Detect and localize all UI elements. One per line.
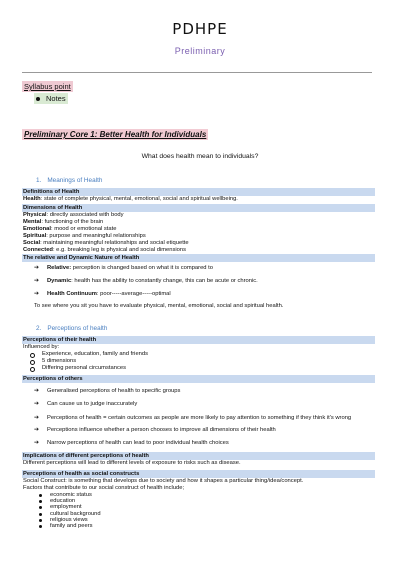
point-item <box>22 265 375 272</box>
header-divider <box>22 72 372 73</box>
implications-heading: Implications of different perceptions of health <box>22 452 375 460</box>
bullet-icon <box>39 519 42 522</box>
definition: : directly associated with body <box>46 212 124 218</box>
term: Health Continuum <box>47 291 97 297</box>
arrow-icon: ➔ <box>34 415 39 421</box>
social-constructs-heading: Perceptions of health as social constructs <box>22 470 375 478</box>
perceptions-own-heading: Perceptions of their health <box>22 336 375 344</box>
point-item <box>22 291 375 298</box>
definition: : functioning of the brain <box>41 219 104 225</box>
circle-bullet-icon <box>30 367 35 372</box>
arrow-icon: ➔ <box>34 278 39 284</box>
list-item-text: family and peers <box>50 523 93 530</box>
list-item <box>22 523 375 529</box>
point-text: Perceptions influence whether a person chooses to improve all dimensions of their health <box>47 427 276 433</box>
key-question: What does health mean to individuals? <box>141 153 259 160</box>
list-item-text: education <box>50 498 76 505</box>
implications-text: Different perceptions will lead to different levels of exposure to risks such as disease. <box>23 460 241 466</box>
list-item-text: employment <box>50 504 82 511</box>
section-title: Perceptions of health <box>47 325 108 332</box>
relative-dynamic-heading: The relative and Dynamic Nature of Health <box>22 254 375 262</box>
page-title: PDHPE <box>172 20 228 38</box>
arrow-icon: ➔ <box>34 401 39 407</box>
dimension-item <box>22 240 375 247</box>
definition: : purpose and meaningful relationships <box>46 233 146 239</box>
bullet-icon <box>39 525 42 528</box>
section-heading <box>36 325 375 332</box>
social-construct-definition: Social Construct: is something that develops due to society and how it shapes a particular thing/idea/concept. <box>23 478 304 484</box>
arrow-icon: ➔ <box>34 265 39 271</box>
list-item-text: 5 dimensions <box>42 358 77 364</box>
dimension-item <box>22 247 375 254</box>
point-text: Generalised perceptions of health to specific groups <box>47 388 181 394</box>
bullet-icon <box>39 500 42 503</box>
dimension-item <box>22 233 375 240</box>
arrow-icon: ➔ <box>34 440 39 446</box>
point-item <box>22 414 375 422</box>
arrow-icon: ➔ <box>34 388 39 394</box>
dimension-item <box>22 219 375 226</box>
bullet-icon <box>39 513 42 516</box>
influenced-label: Influenced by: <box>23 344 60 350</box>
point-item <box>22 440 375 447</box>
dimension-item <box>22 212 375 219</box>
definitions-heading: Definitions of Health <box>22 188 375 196</box>
point-text: Perceptions of health = certain outcomes as people are more likely to pay attention to something if they think it's wrong <box>47 415 352 421</box>
point-text: Narrow perceptions of health can lead to poor individual health choices <box>47 440 229 446</box>
legend-syllabus-point: Syllabus point <box>24 82 71 91</box>
factors-intro: Factors that contribute to our social construct of health include; <box>23 485 185 491</box>
point-item <box>22 401 375 408</box>
section-number: 2. <box>36 325 42 332</box>
arrow-icon: ➔ <box>34 291 39 297</box>
dimension-item <box>22 226 375 233</box>
definition: : health has the ability to constantly change, this can be acute or chronic. <box>71 278 258 284</box>
definition: perception is changed based on what it is compared to <box>71 265 213 271</box>
definition: : poor-----average-----optimal <box>96 291 171 297</box>
bullet-icon <box>39 494 42 497</box>
point-item <box>22 388 375 395</box>
evaluation-note: To see where you sit you have to evaluate physical, mental, emotional, social and spiritual health. <box>34 303 284 309</box>
arrow-icon: ➔ <box>34 427 39 433</box>
list-item-text: cultural background <box>50 510 101 517</box>
list-item-text: economic status <box>50 492 92 498</box>
list-item <box>22 365 375 372</box>
term: Relative: <box>47 265 72 271</box>
section-title: Meanings of Health <box>47 177 103 184</box>
term: Health <box>23 196 41 202</box>
section-meanings-of-health <box>22 177 375 310</box>
term: Spiritual <box>23 233 47 239</box>
section-number: 1. <box>36 177 42 184</box>
term: Connected <box>23 247 53 253</box>
point-item <box>22 427 375 434</box>
term: Dynamic <box>47 278 72 284</box>
section-heading <box>36 177 375 184</box>
point-text: Can cause us to judge inaccurately <box>47 401 138 407</box>
page-subtitle: Preliminary <box>174 46 226 56</box>
definition: : mood or emotional state <box>51 226 117 232</box>
health-definition <box>22 196 375 203</box>
core-heading: Preliminary Core 1: Better Health for Individuals <box>24 130 207 139</box>
section-perceptions-of-health <box>22 325 375 529</box>
bullet-icon <box>36 97 40 101</box>
definition: : e.g. breaking leg is physical and social dimensions <box>52 247 187 253</box>
legend-notes <box>34 93 68 104</box>
dimensions-heading: Dimensions of Health <box>22 204 375 212</box>
term: Physical <box>23 212 47 218</box>
definition: : maintaining meaningful relationships and social etiquette <box>40 240 189 246</box>
list-item <box>22 358 375 365</box>
perceptions-others-heading: Perceptions of others <box>22 375 375 383</box>
term: Emotional <box>23 226 52 232</box>
list-item-text: Experience, education, family and friends <box>42 351 149 357</box>
definition: : state of complete physical, mental, emotional, social and spiritual wellbeing. <box>40 196 238 202</box>
legend-notes-label: Notes <box>46 94 66 103</box>
term: Mental <box>23 219 42 225</box>
list-item-text: Differing personal circumstances <box>42 365 126 371</box>
point-item <box>22 278 375 285</box>
term: Social <box>23 240 41 246</box>
bullet-icon <box>39 506 42 509</box>
list-item <box>22 351 375 358</box>
list-item-text: religious views <box>50 516 88 523</box>
